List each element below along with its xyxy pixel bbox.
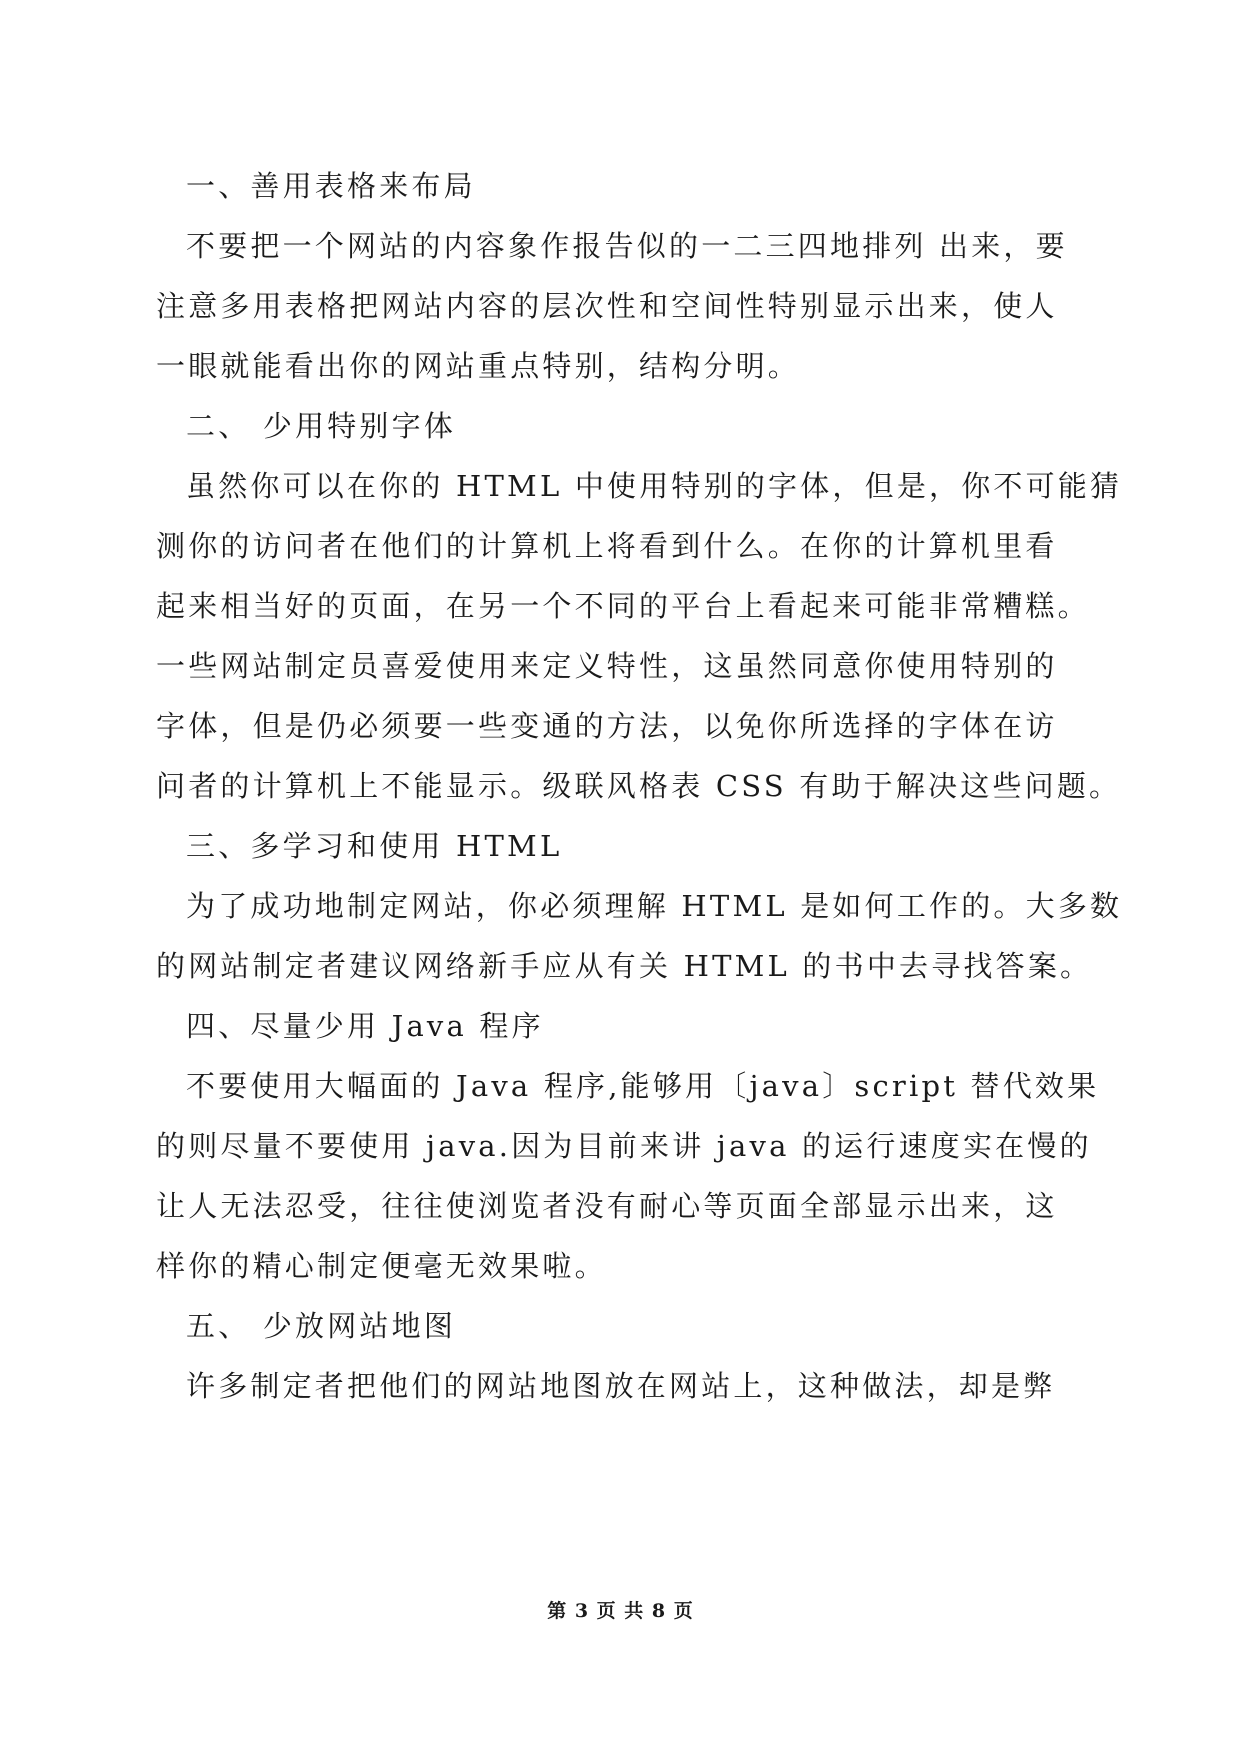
paragraph-line: 的则尽量不要使用 java.因为目前来讲 java 的运行速度实在慢的 xyxy=(156,1129,1092,1163)
paragraph-line: 不要把一个网站的内容象作报告似的一二三四地排列 出来，要 xyxy=(186,229,1068,263)
paragraph-line: 起来相当好的页面，在另一个不同的平台上看起来可能非常糟糕。 xyxy=(156,589,1090,623)
paragraph-line: 让人无法忍受，往往使浏览者没有耐心等页面全部显示出来，这 xyxy=(156,1189,1058,1223)
heading-4: 四、尽量少用 Java 程序 xyxy=(186,1009,544,1043)
paragraph-line: 的网站制定者建议网络新手应从有关 HTML 的书中去寻找答案。 xyxy=(156,949,1093,983)
paragraph-line: 测你的访问者在他们的计算机上将看到什么。在你的计算机里看 xyxy=(156,529,1058,563)
paragraph-line: 虽然你可以在你的 HTML 中使用特别的字体，但是，你不可能猜 xyxy=(186,469,1123,503)
heading-5: 五、 少放网站地图 xyxy=(186,1309,457,1343)
page-footer: 第 3 页 共 8 页 xyxy=(547,1600,694,1622)
paragraph-line: 字体，但是仍必须要一些变通的方法，以免你所选择的字体在访 xyxy=(156,709,1058,743)
paragraph-line: 一些网站制定员喜爱使用来定义特性，这虽然同意你使用特别的 xyxy=(156,649,1058,683)
heading-3: 三、多学习和使用 HTML xyxy=(186,829,563,863)
heading-1: 一、善用表格来布局 xyxy=(186,169,476,203)
paragraph-line: 样你的精心制定便毫无效果啦。 xyxy=(156,1249,607,1283)
paragraph-line: 不要使用大幅面的 Java 程序,能够用〔java〕script 替代效果 xyxy=(186,1069,1100,1103)
paragraph-line: 许多制定者把他们的网站地图放在网站上，这种做法，却是弊 xyxy=(186,1369,1056,1403)
paragraph-line: 为了成功地制定网站，你必须理解 HTML 是如何工作的。大多数 xyxy=(186,889,1123,923)
heading-2: 二、 少用特别字体 xyxy=(186,409,457,443)
paragraph-line: 注意多用表格把网站内容的层次性和空间性特别显示出来，使人 xyxy=(156,289,1058,323)
paragraph-line: 问者的计算机上不能显示。级联风格表 CSS 有助于解决这些问题。 xyxy=(156,769,1122,803)
paragraph-line: 一眼就能看出你的网站重点特别，结构分明。 xyxy=(156,349,801,383)
